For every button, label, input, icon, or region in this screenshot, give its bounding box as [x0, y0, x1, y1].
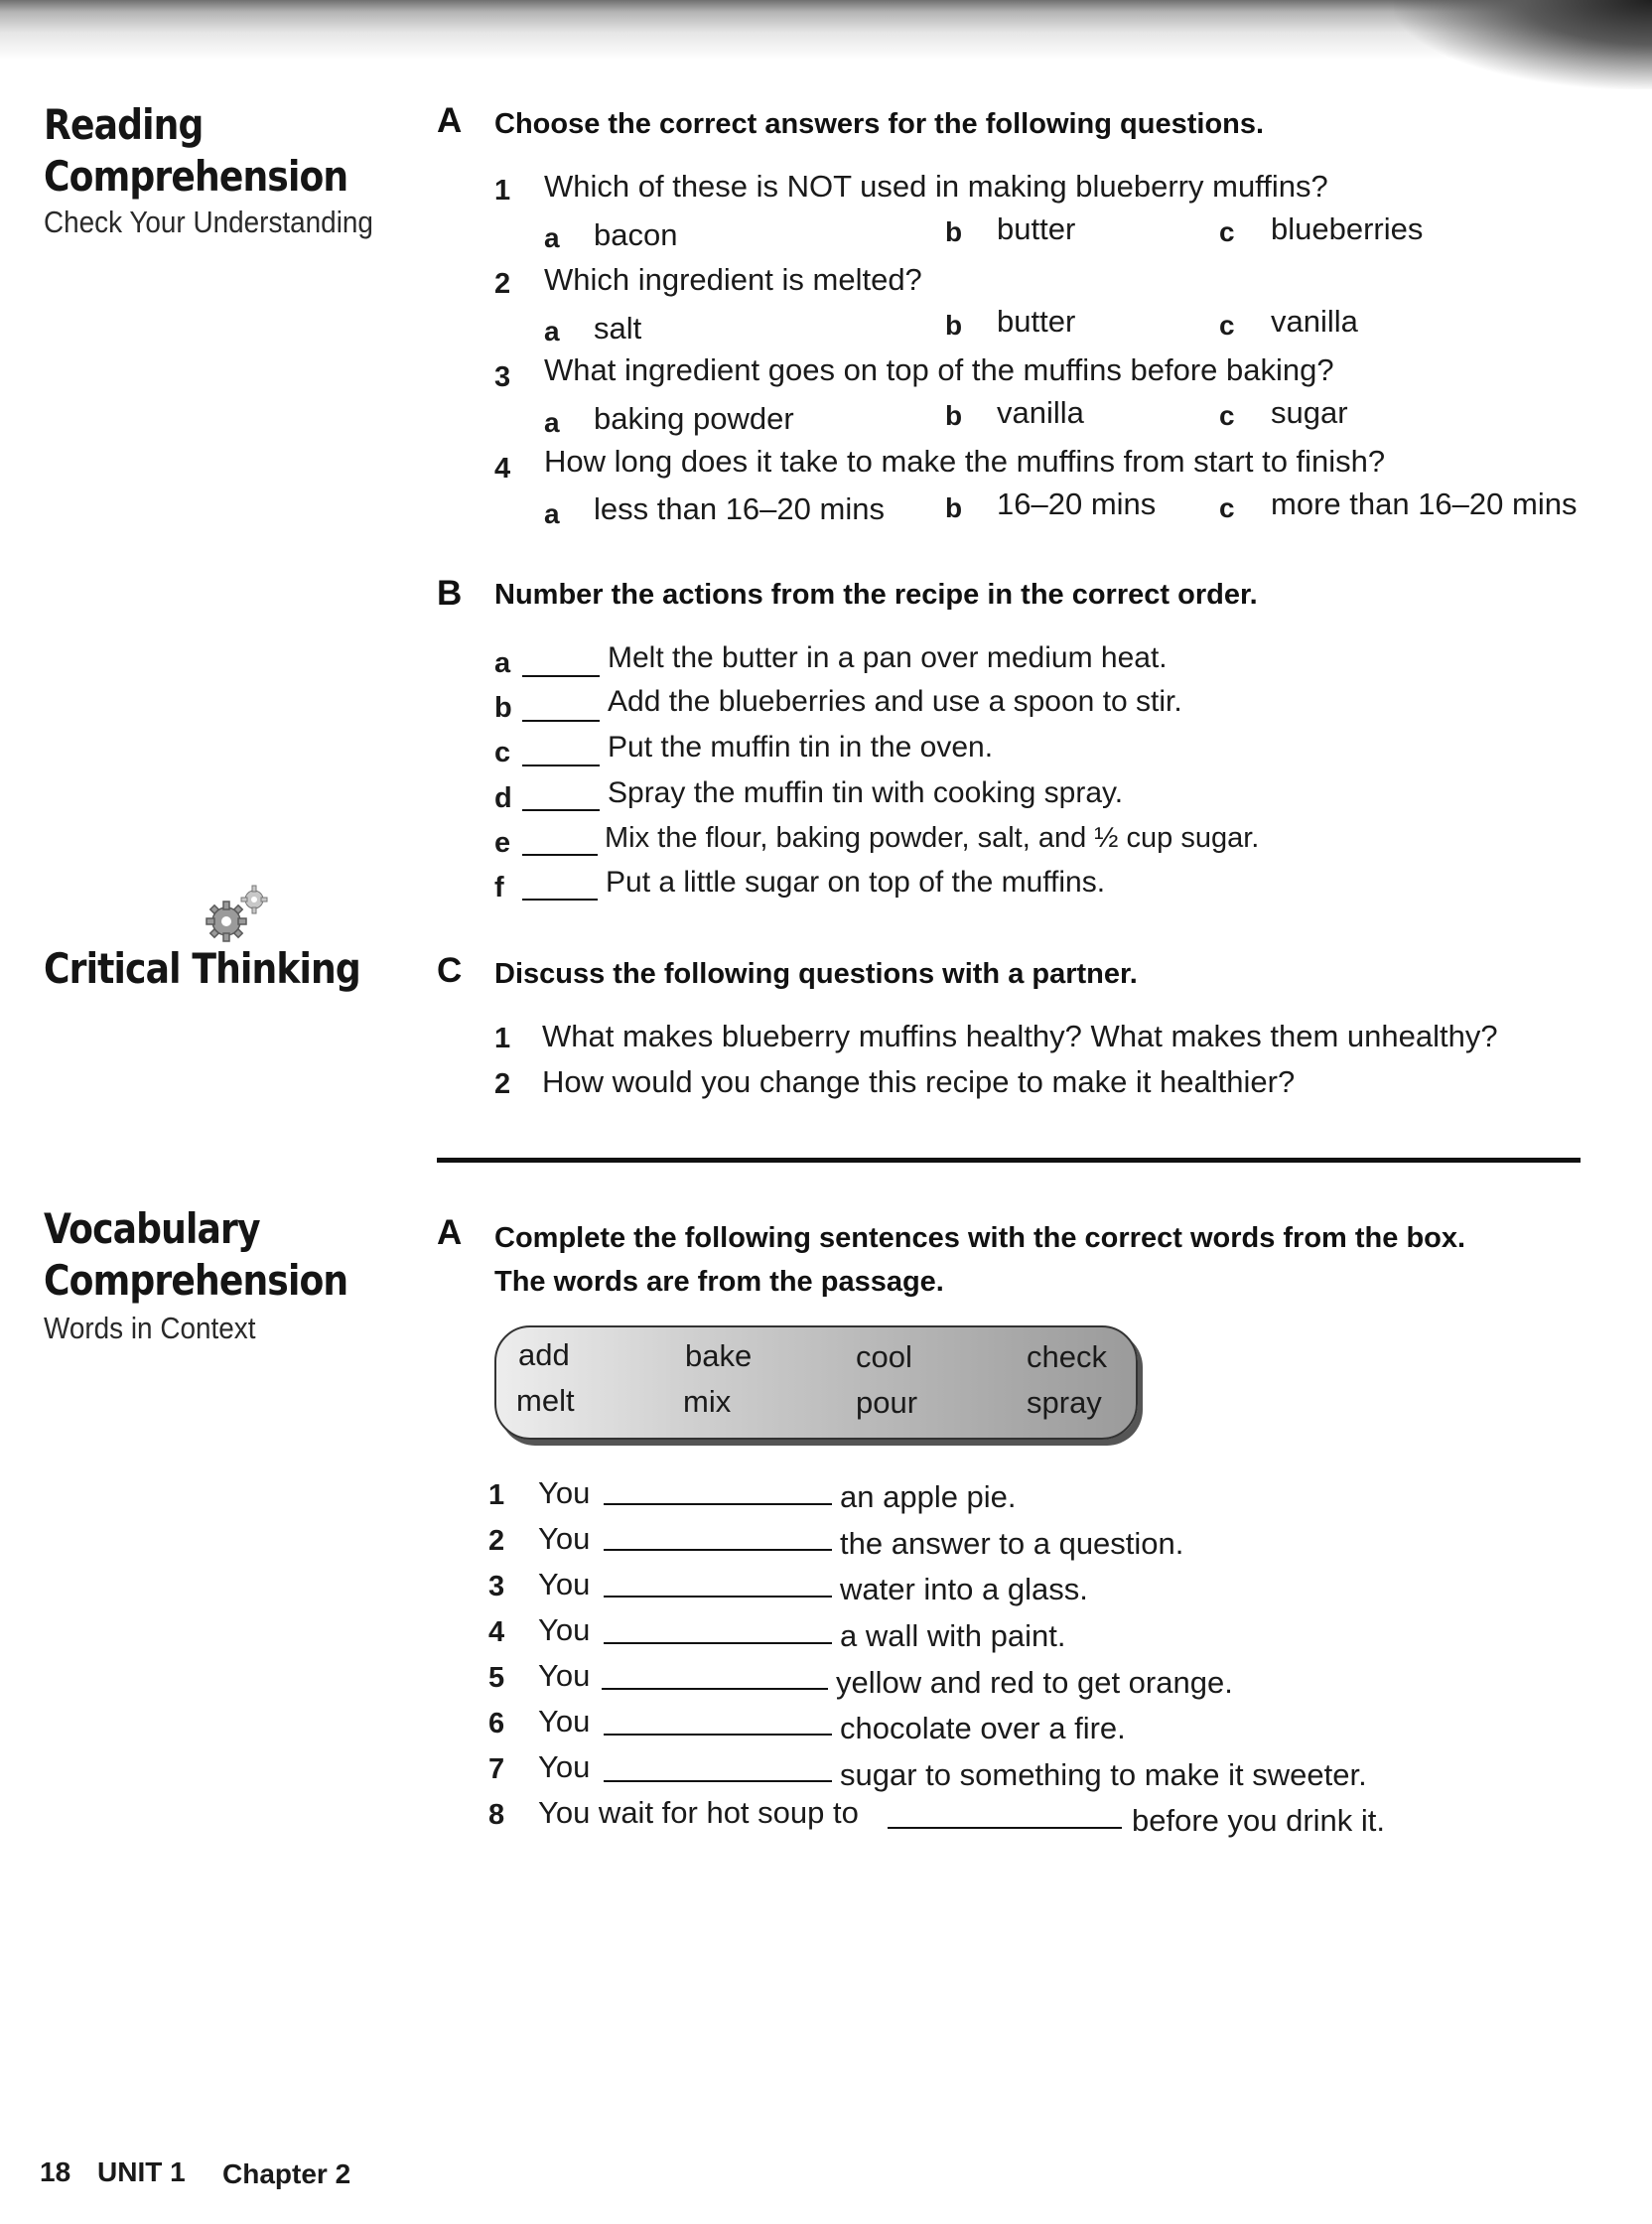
option-text[interactable]: baking powder — [594, 401, 794, 436]
sentence-start: You — [538, 1658, 591, 1693]
option-letter: b — [945, 216, 963, 247]
option-text[interactable]: bacon — [594, 217, 678, 252]
sentence-number: 1 — [488, 1479, 505, 1511]
reading-title-line2: Comprehension — [44, 152, 348, 201]
sentence-end: sugar to something to make it sweeter. — [840, 1757, 1367, 1792]
option-letter: c — [1219, 310, 1235, 341]
question-text: Which of these is NOT used in making blueberry muffins? — [544, 169, 1328, 204]
question-text: How long does it take to make the muffins from start to finish? — [544, 444, 1386, 479]
word-box-word: bake — [685, 1338, 753, 1373]
word-box-word: add — [518, 1337, 570, 1372]
vocab-subtitle: Words in Context — [44, 1311, 256, 1345]
section-c-instruction: Discuss the following questions with a partner. — [494, 958, 1138, 990]
question-number: 3 — [494, 361, 511, 393]
sentence-number: 5 — [488, 1662, 505, 1694]
option-text[interactable]: vanilla — [997, 395, 1084, 430]
word-box-word: check — [1027, 1339, 1107, 1374]
sentence-end: a wall with paint. — [840, 1618, 1066, 1653]
option-text[interactable]: vanilla — [1271, 304, 1358, 339]
order-item-letter: c — [494, 737, 511, 768]
sentence-start: You — [538, 1567, 591, 1601]
sentence-number: 2 — [488, 1525, 505, 1557]
order-item-text: Spray the muffin tin with cooking spray. — [608, 776, 1124, 809]
answer-blank[interactable] — [888, 1827, 1122, 1829]
option-letter: b — [945, 492, 963, 523]
option-text[interactable]: more than 16–20 mins — [1271, 486, 1578, 521]
section-c-letter: C — [437, 951, 463, 990]
sentence-number: 6 — [488, 1708, 505, 1739]
discussion-text: What makes blueberry muffins healthy? What makes them unhealthy? — [542, 1019, 1498, 1053]
question-text: What ingredient goes on top of the muffins before baking? — [544, 352, 1334, 387]
order-item-letter: e — [494, 827, 511, 859]
option-letter: a — [544, 407, 560, 438]
question-text: Which ingredient is melted? — [544, 262, 922, 297]
option-letter: a — [544, 498, 560, 529]
sentence-start: You — [538, 1749, 591, 1784]
option-text[interactable]: blueberries — [1271, 211, 1424, 246]
order-item-text: Mix the flour, baking powder, salt, and ½ cup sugar. — [605, 822, 1260, 854]
sentence-number: 8 — [488, 1799, 505, 1831]
word-box-word: melt — [516, 1383, 575, 1418]
section-a-letter: A — [437, 101, 463, 140]
question-number: 2 — [494, 268, 511, 300]
option-letter: c — [1219, 400, 1235, 431]
sentence-start: You — [538, 1612, 591, 1647]
order-item-letter: a — [494, 647, 511, 679]
discussion-number: 2 — [494, 1068, 511, 1100]
question-number: 1 — [494, 175, 511, 207]
answer-blank[interactable] — [604, 1780, 832, 1782]
vocab-a-letter: A — [437, 1213, 463, 1252]
unit-label: UNIT 1 — [97, 2156, 186, 2187]
sentence-end: before you drink it. — [1132, 1803, 1386, 1838]
option-letter: b — [945, 400, 963, 431]
answer-blank[interactable] — [604, 1549, 832, 1551]
order-item-letter: d — [494, 782, 512, 814]
option-letter: b — [945, 310, 963, 341]
sentence-end: water into a glass. — [840, 1572, 1088, 1606]
option-letter: c — [1219, 216, 1235, 247]
option-letter: c — [1219, 492, 1235, 523]
vocab-title-line1: Vocabulary — [44, 1204, 260, 1253]
word-box-word: pour — [856, 1385, 918, 1420]
answer-blank[interactable] — [602, 1688, 828, 1690]
order-item-text: Put the muffin tin in the oven. — [608, 731, 994, 764]
sentence-end: yellow and red to get orange. — [836, 1665, 1233, 1700]
section-a-instruction: Choose the correct answers for the following questions. — [494, 108, 1265, 140]
sentence-start: You — [538, 1521, 591, 1556]
sentence-start: You — [538, 1475, 591, 1510]
page-corner-shadow — [1394, 0, 1652, 89]
section-divider — [437, 1158, 1581, 1163]
option-text[interactable]: salt — [594, 311, 642, 346]
sentence-end: chocolate over a fire. — [840, 1711, 1126, 1745]
word-box-word: mix — [683, 1384, 732, 1419]
word-box-word: cool — [856, 1339, 912, 1374]
order-item-text: Put a little sugar on top of the muffins. — [606, 866, 1106, 899]
page-number: 18 — [40, 2156, 71, 2187]
answer-blank[interactable] — [604, 1503, 832, 1505]
vocab-a-instruction-1: Complete the following sentences with the correct words from the box. — [494, 1222, 1466, 1254]
order-blank[interactable] — [522, 899, 598, 901]
answer-blank[interactable] — [604, 1596, 832, 1598]
section-b-instruction: Number the actions from the recipe in the correct order. — [494, 579, 1258, 611]
option-text[interactable]: less than 16–20 mins — [594, 491, 885, 526]
gears-icon — [199, 882, 278, 951]
section-b-letter: B — [437, 574, 463, 613]
option-text[interactable]: butter — [997, 211, 1076, 246]
order-blank[interactable] — [522, 854, 598, 856]
option-text[interactable]: butter — [997, 304, 1076, 339]
vocab-title-line2: Comprehension — [44, 1256, 348, 1305]
sentence-start: You wait for hot soup to — [538, 1795, 859, 1830]
word-box-word: spray — [1027, 1385, 1102, 1420]
option-text[interactable]: 16–20 mins — [997, 486, 1157, 521]
answer-blank[interactable] — [604, 1734, 832, 1736]
chapter-label: Chapter 2 — [222, 2158, 351, 2189]
discussion-number: 1 — [494, 1023, 511, 1054]
option-letter: a — [544, 222, 560, 253]
question-number: 4 — [494, 453, 511, 485]
answer-blank[interactable] — [604, 1642, 832, 1644]
option-letter: a — [544, 316, 560, 347]
order-blank[interactable] — [522, 764, 600, 766]
sentence-number: 4 — [488, 1616, 505, 1648]
reading-subtitle: Check Your Understanding — [44, 205, 373, 239]
order-item-text: Melt the butter in a pan over medium heat. — [608, 641, 1168, 674]
sentence-start: You — [538, 1704, 591, 1738]
order-item-letter: b — [494, 692, 512, 724]
order-blank[interactable] — [522, 809, 600, 811]
discussion-text: How would you change this recipe to make it healthier? — [542, 1064, 1296, 1099]
order-item-letter: f — [494, 872, 504, 904]
reading-title-line1: Reading — [44, 100, 204, 149]
sentence-number: 3 — [488, 1571, 505, 1602]
option-text[interactable]: sugar — [1271, 395, 1348, 430]
sentence-number: 7 — [488, 1753, 505, 1785]
sentence-end: an apple pie. — [840, 1479, 1017, 1514]
order-item-text: Add the blueberries and use a spoon to stir. — [608, 685, 1182, 718]
order-blank[interactable] — [522, 675, 600, 677]
word-box — [494, 1325, 1138, 1440]
order-blank[interactable] — [522, 720, 600, 722]
sentence-end: the answer to a question. — [840, 1526, 1184, 1561]
vocab-a-instruction-2: The words are from the passage. — [494, 1266, 944, 1298]
critical-thinking-title: Critical Thinking — [44, 944, 360, 993]
